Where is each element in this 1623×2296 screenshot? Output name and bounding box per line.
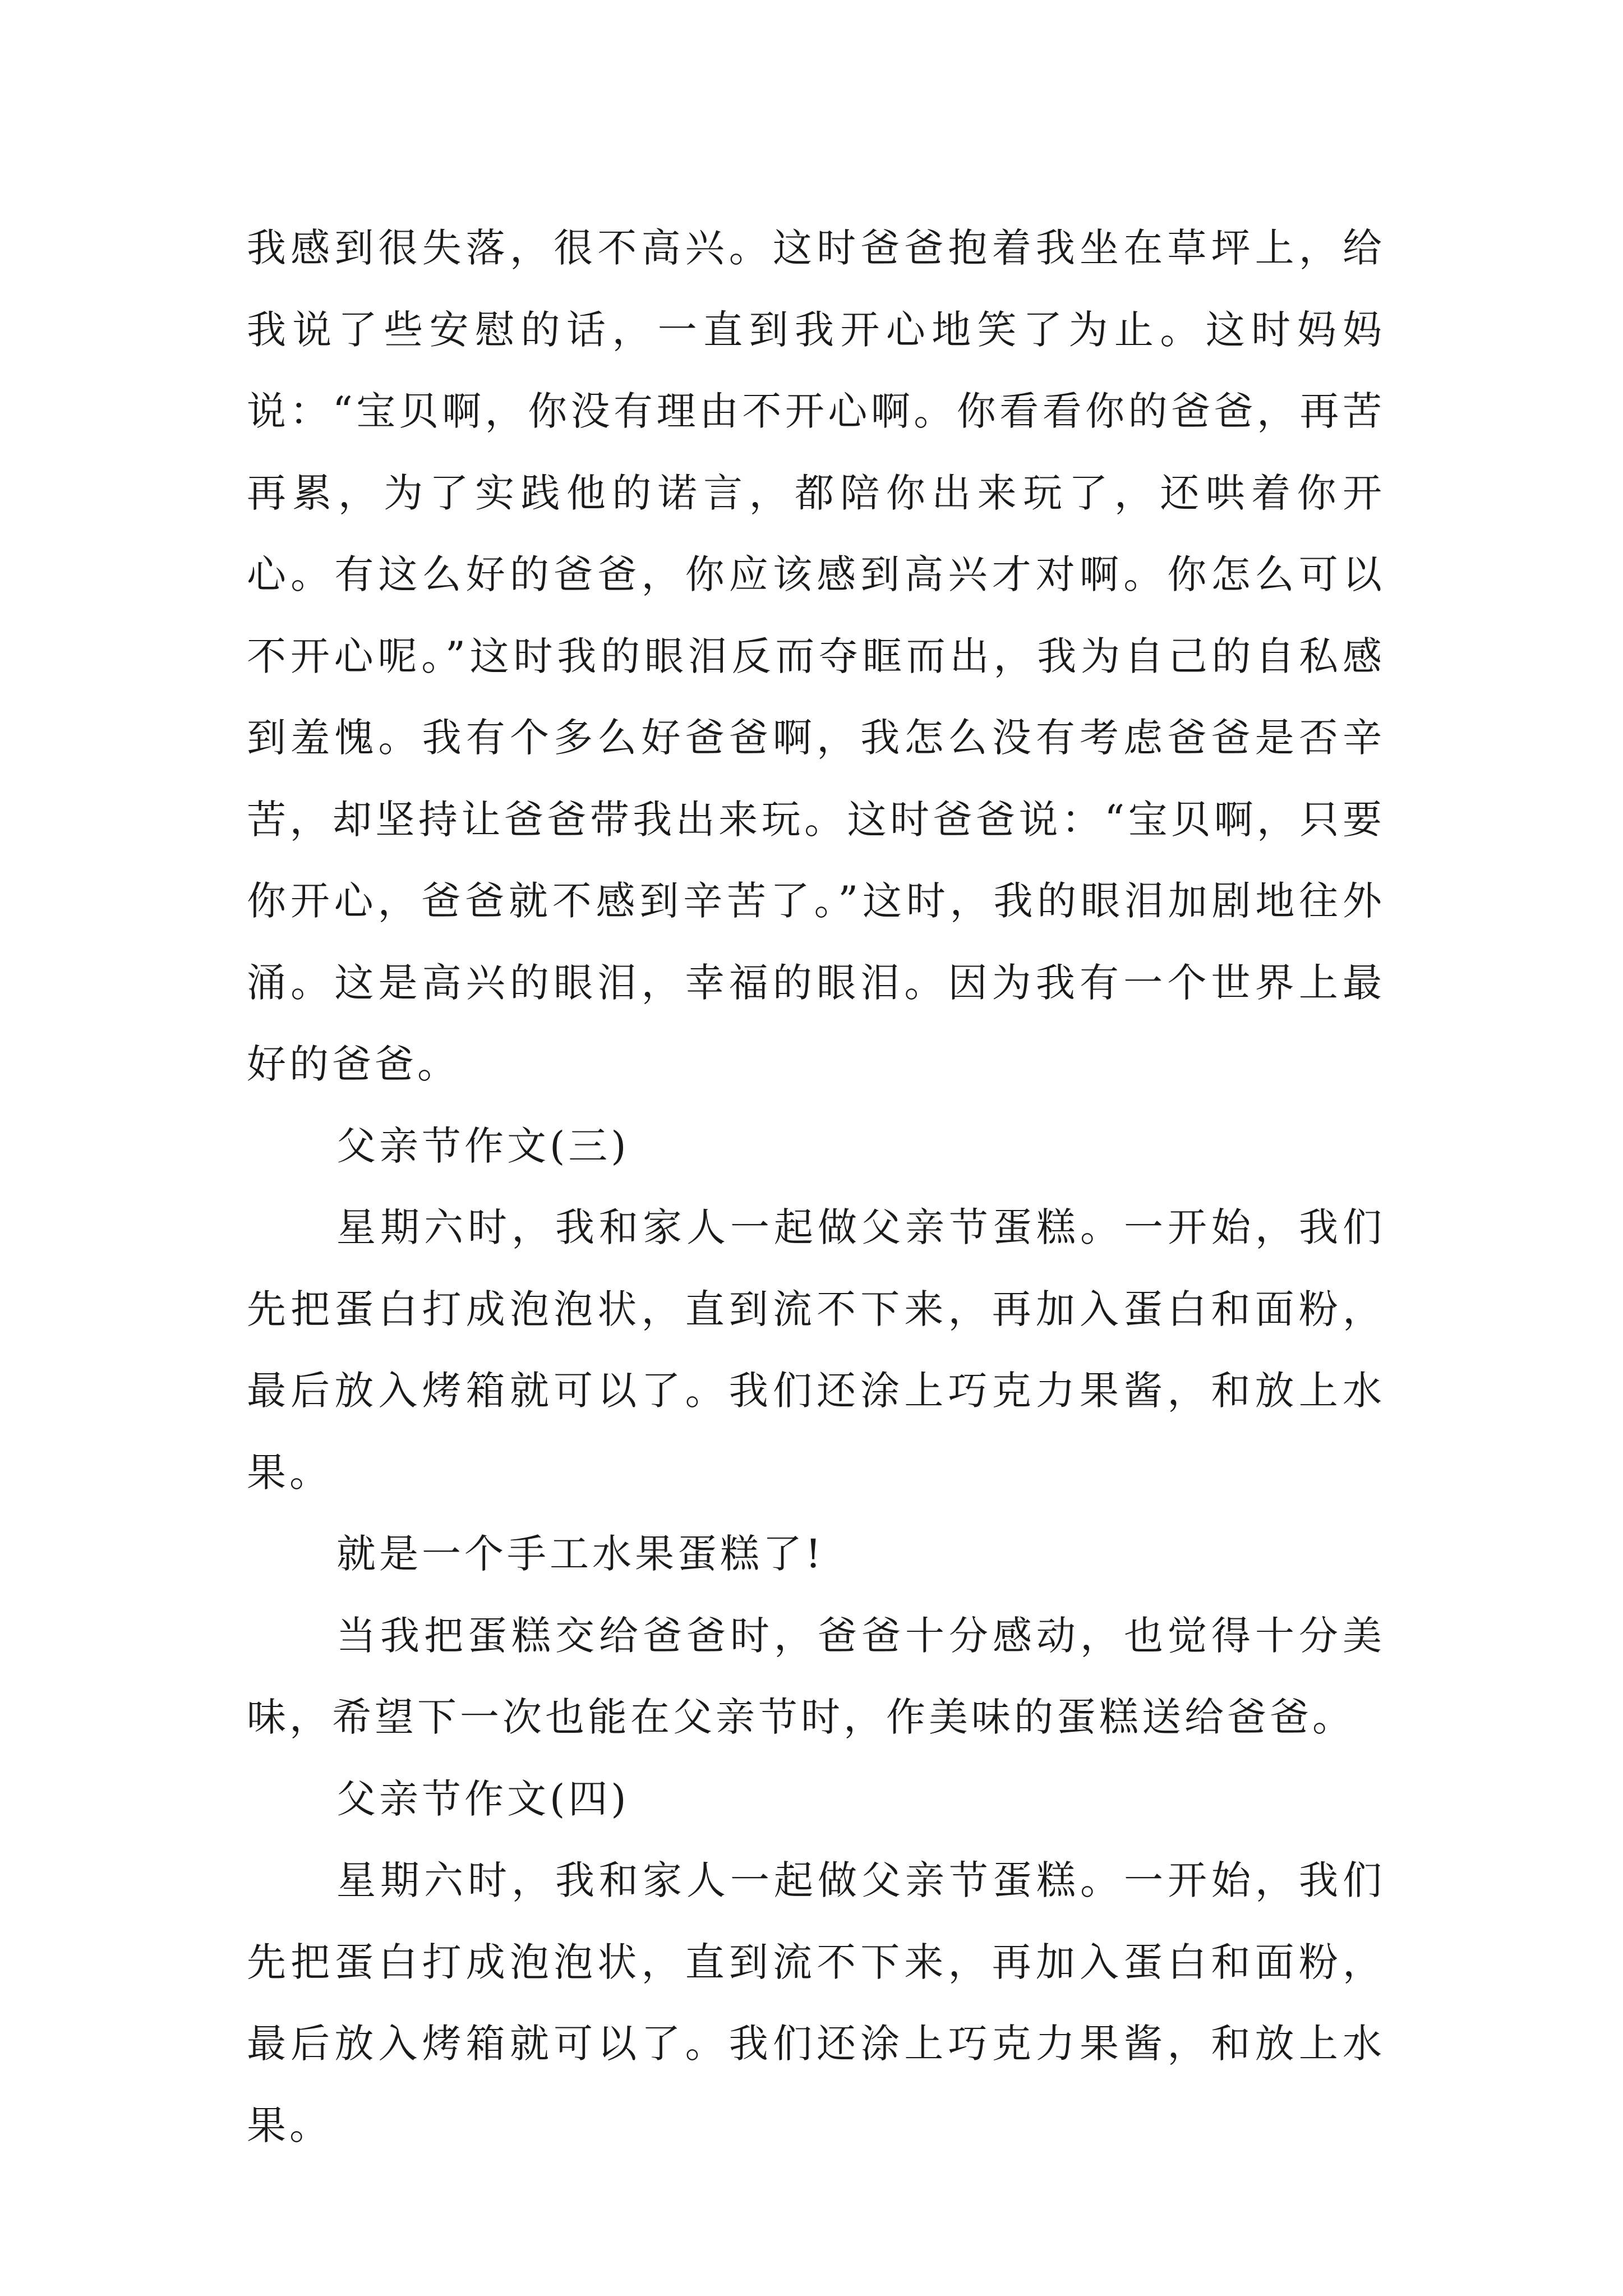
body-paragraph: 当我把蛋糕交给爸爸时，爸爸十分感动，也觉得十分美味，希望下一次也能在父亲节时，作美味的蛋糕送给爸爸。 <box>247 1612 1385 1740</box>
body-paragraph: 我感到很失落，很不高兴。这时爸爸抱着我坐在草坪上，给我说了些安慰的话，一直到我开心地笑了为止。这时妈妈说：“宝贝啊，你没有理由不开心啊。你看看你的爸爸，再苦再累，为了实践他的诺言，都陪你出来玩了，还哄着你开心。有这么好的爸爸，你应该感到高兴才对啊。你怎么可以不开心呢。”这时我的眼泪反而夺眶而出，我为自己的自私感到羞愧。我有个多么好爸爸啊，我怎么没有考虑爸爸是否辛苦，却坚持让爸爸带我出来玩。这时爸爸说：“宝贝啊，只要你开心，爸爸就不感到辛苦了。”这时，我的眼泪加剧地往外涌。这是高兴的眼泪，幸福的眼泪。因为我有一个世界上最好的爸爸。 <box>247 225 1385 1087</box>
body-paragraph: 星期六时，我和家人一起做父亲节蛋糕。一开始，我们先把蛋白打成泡泡状，直到流不下来，再加入蛋白和面粉，最后放入烤箱就可以了。我们还涂上巧克力果酱，和放上水果。 <box>247 1857 1385 2148</box>
body-paragraph: 星期六时，我和家人一起做父亲节蛋糕。一开始，我们先把蛋白打成泡泡状，直到流不下来，再加入蛋白和面粉，最后放入烤箱就可以了。我们还涂上巧克力果酱，和放上水果。 <box>247 1204 1385 1496</box>
body-paragraph: 就是一个手工水果蛋糕了! <box>336 1531 825 1577</box>
section-heading: 父亲节作文(四) <box>336 1775 630 1822</box>
document-body <box>247 208 1385 2166</box>
section-heading: 父亲节作文(三) <box>336 1122 630 1169</box>
